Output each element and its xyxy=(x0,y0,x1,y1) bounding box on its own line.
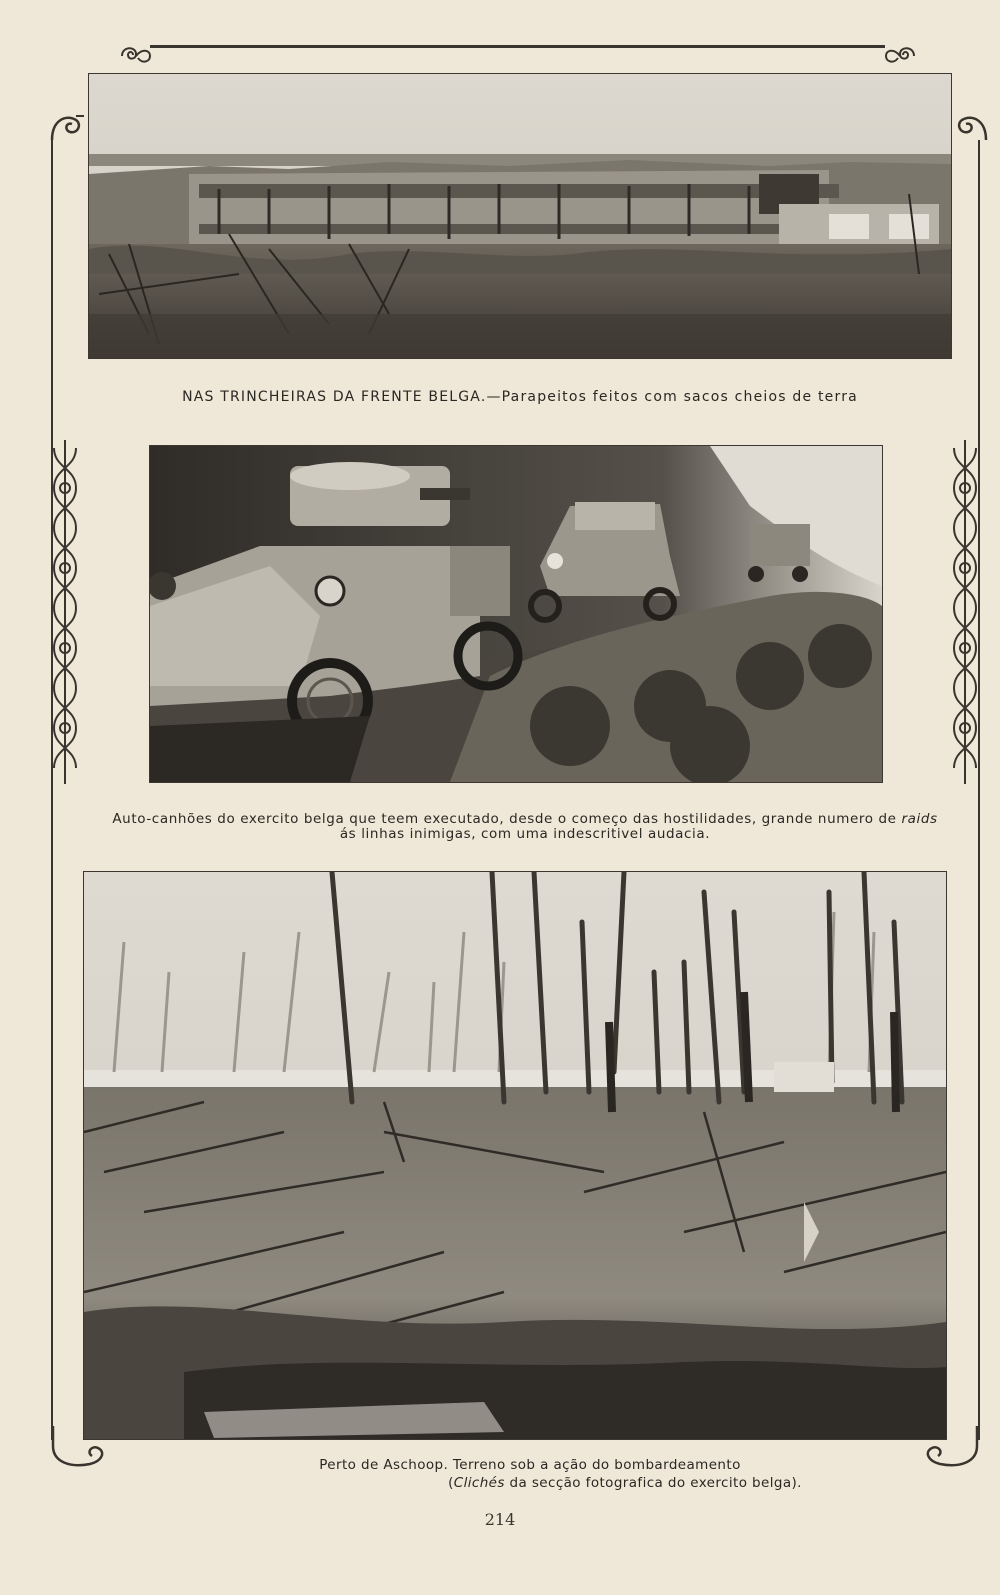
side-scroll-ornament-right xyxy=(948,438,982,786)
corner-ornament-right-upper xyxy=(952,110,992,146)
armored-cars-caption xyxy=(105,812,945,842)
corner-ornament-left-upper xyxy=(46,110,86,146)
armored-cars-photo xyxy=(150,446,882,782)
trench-photo xyxy=(89,74,951,358)
armored-cars-caption-part1: Auto-canhões do exercito belga que teem executado, desde o começo das hostilidades, grande numero de xyxy=(112,811,902,827)
frame-right-rule xyxy=(978,140,980,1440)
photo-credit-line xyxy=(220,1474,840,1492)
shelled-forest-photo xyxy=(84,872,946,1439)
page-number: 214 xyxy=(484,1510,516,1529)
trench-caption: NAS TRINCHEIRAS DA FRENTE BELGA.—Parapeitos feitos com sacos cheios de terra xyxy=(182,389,858,405)
shelled-forest-caption xyxy=(220,1456,840,1492)
shelled-forest-caption-line1: Perto de Aschoop. Terreno sob a ação do bombardeamento xyxy=(319,1457,741,1473)
frame-top-rule xyxy=(150,45,885,48)
armored-cars-caption-part2: ás linhas inimigas, com uma indescritivel audacia. xyxy=(339,826,711,842)
armored-cars-caption-emphasis: raids xyxy=(901,811,938,827)
photo-credit-open-paren: ( xyxy=(448,1475,454,1491)
photo-credit-emphasis: Clichés xyxy=(453,1475,505,1491)
frame-left-rule xyxy=(51,140,53,1440)
corner-ornament-top-right xyxy=(882,44,918,68)
corner-ornament-top-left xyxy=(118,44,154,68)
side-scroll-ornament-left xyxy=(48,438,82,786)
photo-credit-text: da secção fotografica do exercito belga). xyxy=(504,1475,802,1491)
